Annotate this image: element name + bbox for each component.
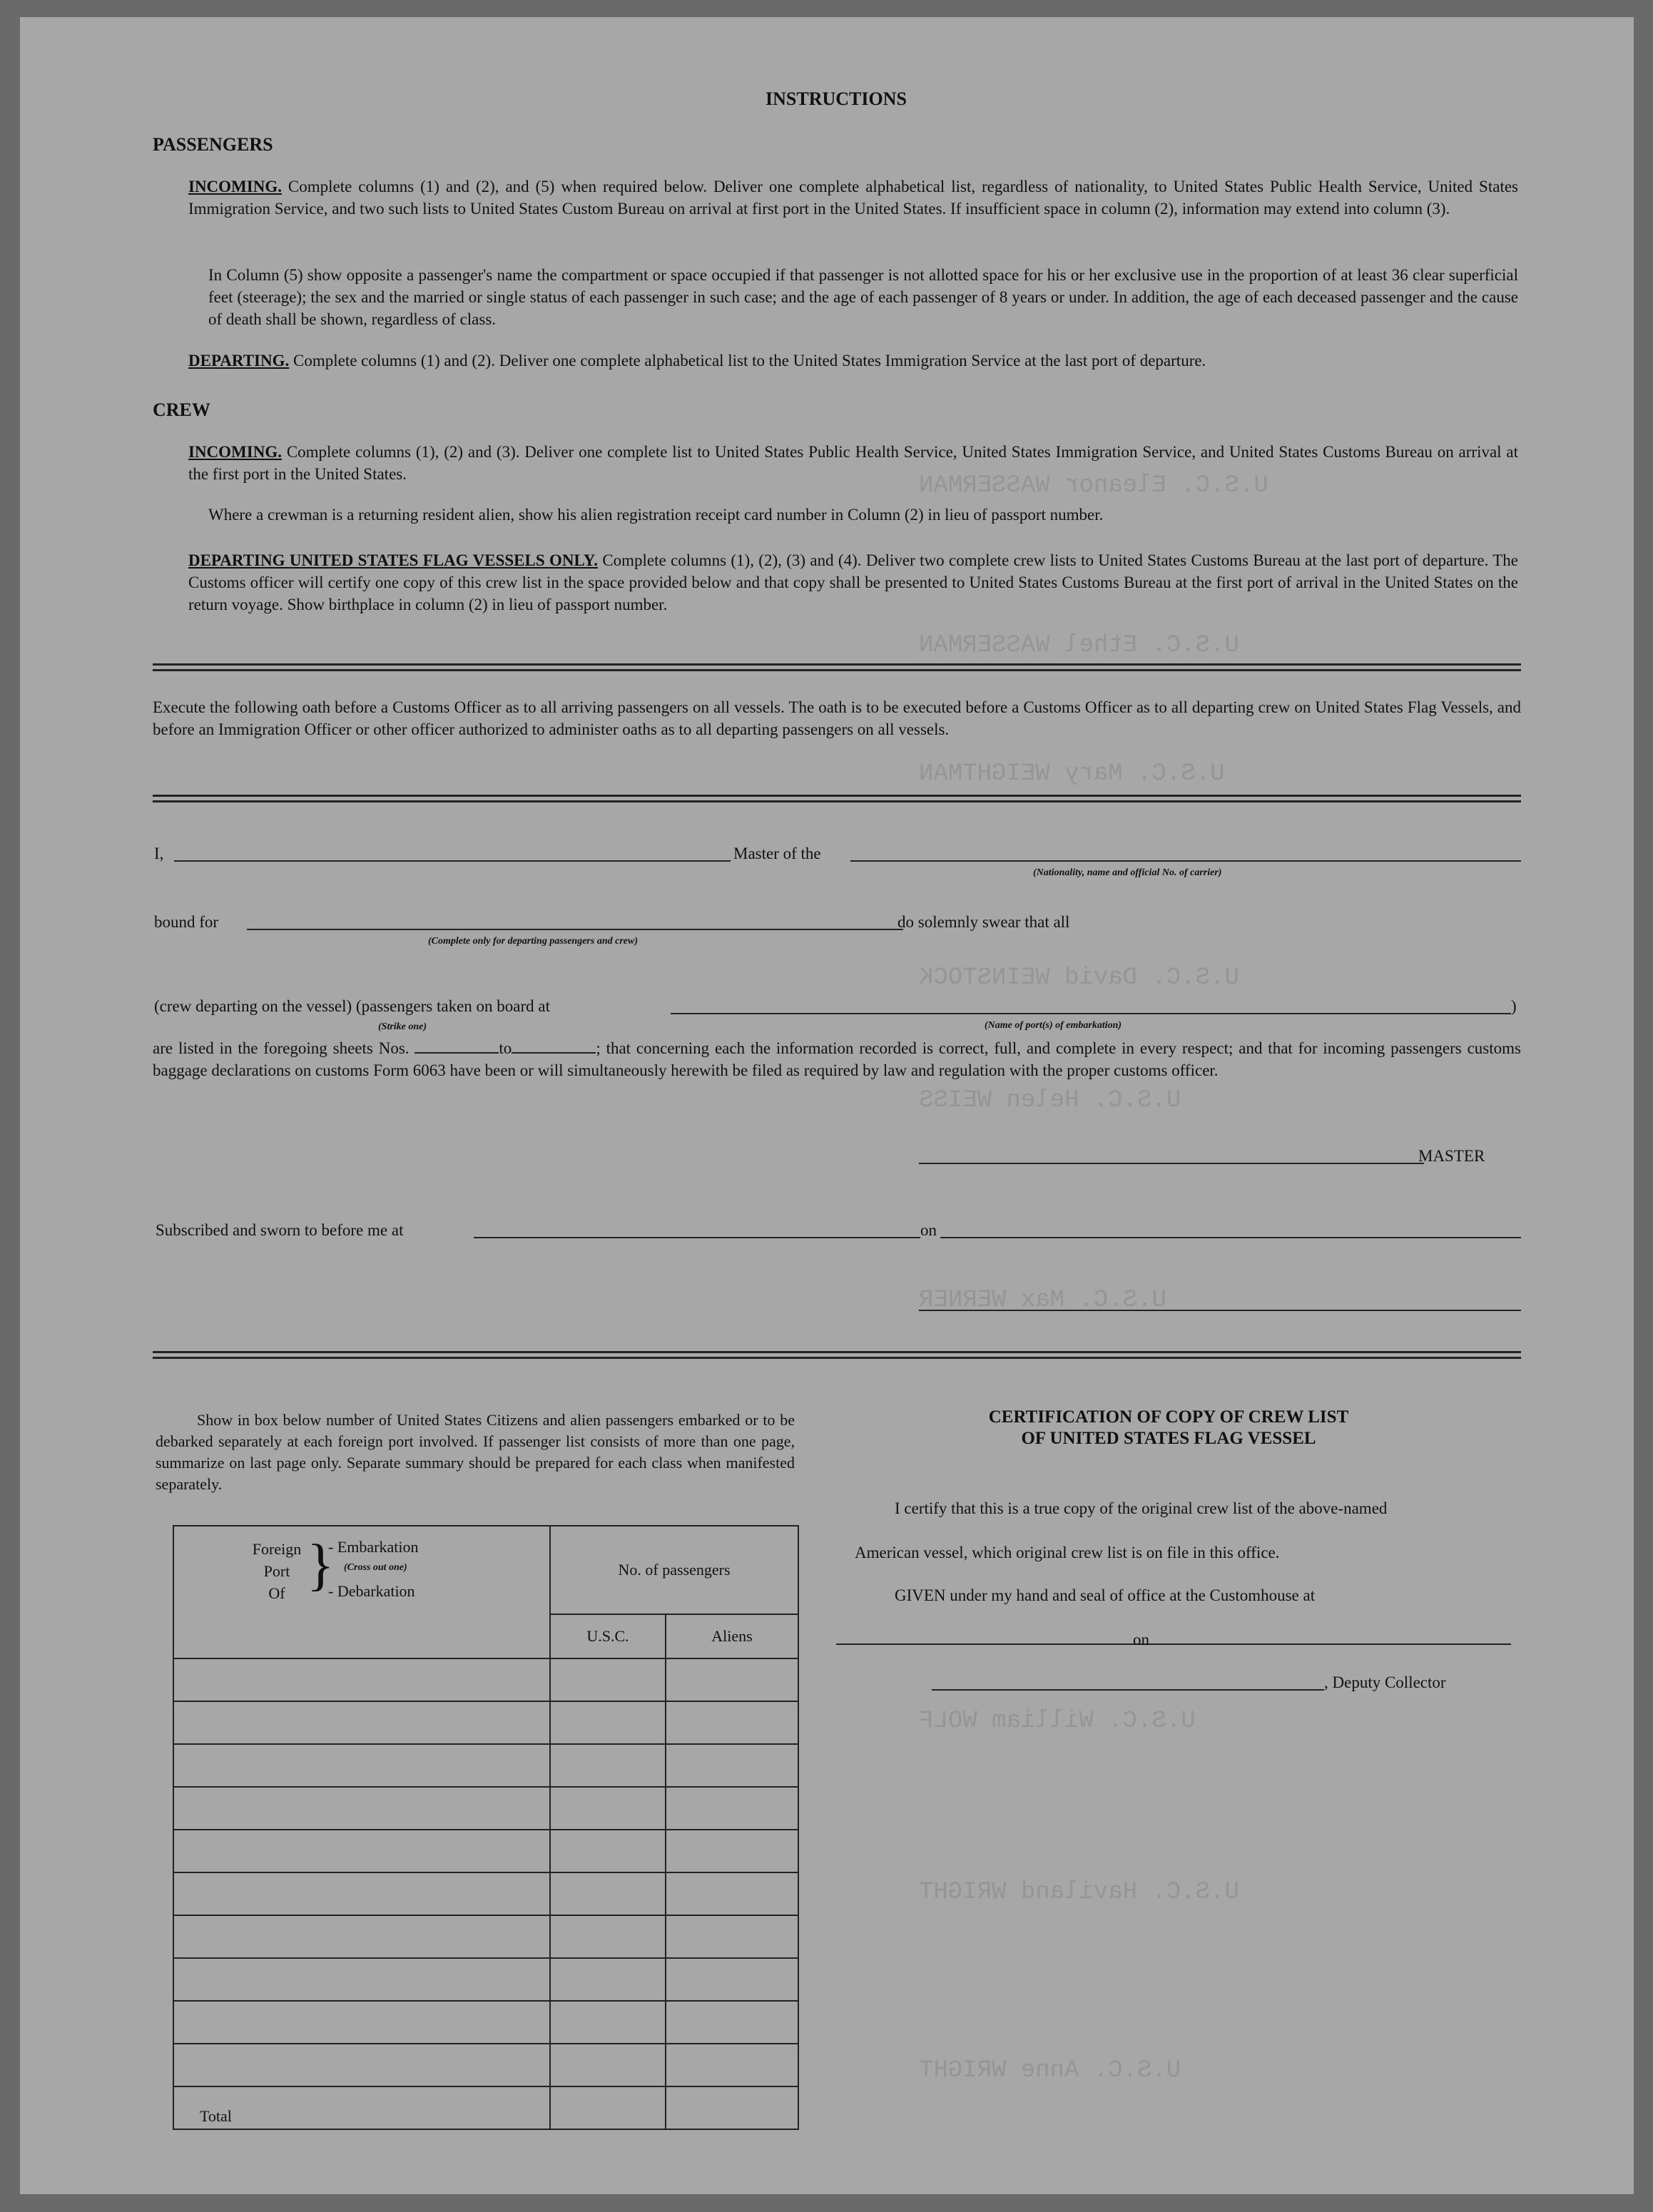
given-line: GIVEN under my hand and seal of office at the Customhouse at [895,1586,1316,1604]
carrier-field[interactable] [850,860,1521,862]
summary-instructions: Show in box below number of United States Citizens and alien passengers embarked or to be debarked separately at each foreign port involved. If passenger list consists of more than one page, summarize on last page only. Separate summary should be prepared for each class when manifested separately. [156,1411,795,1493]
aliens-cell[interactable] [666,1830,798,1872]
foreign-label: Foreign [252,1540,302,1558]
close-paren: ) [1511,997,1517,1015]
usc-cell[interactable] [550,1872,666,1915]
port-cell[interactable] [173,2001,550,2044]
aliens-cell[interactable] [666,1958,798,2001]
master-signature-field[interactable] [919,1163,1424,1164]
table-row [173,1787,798,1830]
crew-heading: CREW [153,399,210,420]
sworn-date-field[interactable] [940,1237,1521,1238]
aliens-cell[interactable] [666,1744,798,1787]
deputy-collector-signature-field[interactable] [932,1689,1324,1691]
usc-cell[interactable] [550,2044,666,2086]
listed-prefix: are listed in the foregoing sheets Nos. [153,1039,410,1057]
page-title: INSTRUCTIONS [766,88,907,109]
embarkation-label: - Embarkation [328,1538,419,1556]
aliens-cell[interactable] [666,1701,798,1744]
port-header-text [251,1538,302,1604]
port-cell[interactable] [173,1830,550,1872]
aliens-cell[interactable] [666,2044,798,2086]
usc-cell[interactable] [550,1701,666,1744]
certification-title [876,1407,1461,1449]
master-name-field[interactable] [174,860,731,862]
usc-cell[interactable] [550,2001,666,2044]
crew-incoming-label: INCOMING. [188,443,282,461]
crew-incoming-text: Complete columns (1), (2) and (3). Deliver one complete list to United States Public Health Service, United States Immigration Service, and United States Customs Bureau on arrival at the first port in the United States. [188,443,1518,483]
table-row [173,1830,798,1872]
passengers-departing-paragraph [188,350,1518,372]
port-cell[interactable] [173,1872,550,1915]
table-row [173,1872,798,1915]
crew-resident-paragraph: Where a crewman is a returning resident alien, show his alien registration receipt card number in Column (2) in lieu of passport number. [208,506,1104,524]
usc-cell[interactable] [550,1787,666,1830]
crew-departing-paragraph [188,549,1518,616]
certification-on-label: on [1133,1631,1149,1648]
aliens-cell[interactable] [666,1915,798,1958]
crew-departing-label: (crew departing on the vessel) (passengers taken on board at [154,997,550,1015]
nationality-note: (Nationality, name and official No. of carrier) [1033,867,1222,878]
bound-for-field[interactable] [247,929,903,930]
crew-departing-label: DEPARTING UNITED STATES FLAG VESSELS ONLY. [188,551,598,569]
port-cell[interactable] [173,1744,550,1787]
do-swear-label: do solemnly swear that all [897,913,1070,931]
column5-paragraph: In Column (5) show opposite a passenger's name the compartment or space occupied if that passenger is not allotted space for his or her exclusive use in the proportion of at least 36 clear superficial feet (steerage); the sex and the married or single status of each passenger in such case; and the age of each passenger of 8 years or under. In addition, the age of each deceased passenger and the cause of death shall be shown, regardless of class. [208,266,1518,328]
table-row [173,1701,798,1744]
passengers-incoming-text: Complete columns (1) and (2), and (5) when required below. Deliver one complete alphabetical list, regardless of nationality, to United States Public Health Service, United States Immigration Service, and two such lists to United States Custom Bureau on arrival at first port in the United States. If insufficient space in column (2), information may extend into column (3). [188,178,1518,218]
usc-header: U.S.C. [550,1614,666,1658]
table-row [173,1958,798,2001]
usc-cell[interactable] [550,1915,666,1958]
bleed-through-text: U.S.C. Max WERNER [919,1287,1166,1314]
officer-signature-field[interactable] [919,1310,1521,1311]
passengers-incoming-paragraph [188,175,1518,220]
bleed-through-text: U.S.C. Ethel WASSERMAN [919,632,1239,659]
bleed-through-text: U.S.C. David WEINSTOCK [919,964,1239,992]
bleed-through-text: U.S.C. Mary WEIGHTMAN [919,760,1225,788]
bound-for-label: bound for [154,913,219,931]
certify-line2: American vessel, which original crew list is on file in this office. [855,1544,1280,1561]
port-label: Port [263,1562,290,1580]
listed-rest: ; that concerning each the information recorded is correct, full, and complete in every respect; and that for incoming passengers customs baggage declarations on customs Form 6063 have been or will simultaneously herewith be filed as required by law and regulation with the proper customs officer. [153,1039,1521,1079]
usc-cell[interactable] [550,1958,666,2001]
certify-line1: I certify that this is a true copy of the original crew list of the above-named [895,1499,1388,1517]
to-label: to [499,1039,512,1057]
crew-incoming-paragraph [188,441,1518,485]
aliens-cell[interactable] [666,2001,798,2044]
strike-one-note: (Strike one) [378,1021,427,1032]
master-of-the-label: Master of the [733,845,821,862]
document-page [20,17,1634,2194]
bleed-through-text: U.S.C. Helen WEISS [919,1087,1181,1114]
customhouse-field[interactable] [836,1643,1511,1645]
passengers-heading: PASSENGERS [153,134,273,155]
sheet-to-field[interactable] [512,1052,596,1054]
aliens-cell[interactable] [666,1787,798,1830]
bleed-through-text: U.S.C. Haviland WRIGHT [919,1879,1239,1906]
brace-symbol: } [307,1534,335,1596]
complete-only-note: (Complete only for departing passengers and crew) [428,936,638,947]
total-row [173,2086,798,2129]
port-cell[interactable] [173,1658,550,1701]
port-header-cell [173,1526,550,1658]
oath-intro: Execute the following oath before a Customs Officer as to all arriving passengers on all vessels. The oath is to be executed before a Customs Officer as to all departing crew on United States Flag Vessels, and before an Immigration Officer or other officer authorized to administer oaths as to all departing passengers on all vessels. [153,698,1521,738]
usc-cell[interactable] [550,1830,666,1872]
bleed-through-text: U.S.C. Anne WRIGHT [919,2057,1181,2084]
bleed-through-text: U.S.C. Eleanor WASSERMAN [919,472,1268,499]
passengers-incoming-label: INCOMING. [188,178,282,195]
divider [153,669,1521,671]
certification-title-line1: CERTIFICATION OF COPY OF CREW LIST [988,1407,1349,1427]
aliens-cell[interactable] [666,1658,798,1701]
port-cell[interactable] [173,1787,550,1830]
divider [153,800,1521,802]
oath-i-label: I, [154,845,164,862]
table-row [173,1658,798,1701]
usc-cell[interactable] [550,1658,666,1701]
table-row [173,2001,798,2044]
bleed-through-text: U.S.C. William WOLF [919,1708,1196,1735]
passenger-summary-table [173,1525,799,2130]
oath-statement [153,1037,1521,1081]
total-label: Total [173,2086,550,2129]
ports-of-embarkation-field[interactable] [671,1013,1511,1014]
table-row [173,2044,798,2086]
divider [153,663,1521,666]
subscribed-label: Subscribed and sworn to before me at [156,1221,404,1239]
passengers-departing-label: DEPARTING. [188,352,290,369]
total-usc-cell[interactable] [550,2086,666,2129]
crew-departing-text: Complete columns (1), (2), (3) and (4). Deliver two complete crew lists to United States Customs Bureau at the last port of departure. The Customs officer will certify one copy of this crew list in the space provided below and that copy shall be presented to United States Customs Bureau at the first port of arrival in the United States on the return voyage. Show birthplace in column (2) in lieu of passport number. [188,551,1519,613]
table-row [173,1915,798,1958]
port-cell[interactable] [173,1701,550,1744]
sheet-from-field[interactable] [414,1052,499,1054]
usc-cell[interactable] [550,1744,666,1787]
port-cell[interactable] [173,2044,550,2086]
debarkation-label: - Debarkation [328,1582,415,1600]
certification-title-line2: OF UNITED STATES FLAG VESSEL [1021,1429,1316,1448]
of-label: Of [268,1584,285,1602]
port-cell[interactable] [173,1915,550,1958]
deputy-collector-label: , Deputy Collector [1324,1673,1446,1691]
sworn-at-field[interactable] [474,1237,920,1238]
total-aliens-cell[interactable] [666,2086,798,2129]
sworn-on-label: on [920,1221,937,1239]
passengers-departing-text: Complete columns (1) and (2). Deliver one complete alphabetical list to the United States Immigration Service at the last port of departure. [293,352,1206,369]
master-label: MASTER [1418,1147,1485,1165]
divider [153,795,1521,797]
no-of-passengers-header: No. of passengers [550,1526,798,1614]
aliens-cell[interactable] [666,1872,798,1915]
divider [153,1351,1521,1353]
aliens-header: Aliens [666,1614,798,1658]
ports-note: (Name of port(s) of embarkation) [985,1020,1122,1031]
cross-out-note: (Cross out one) [344,1562,407,1573]
port-cell[interactable] [173,1958,550,2001]
table-row [173,1744,798,1787]
divider [153,1357,1521,1359]
